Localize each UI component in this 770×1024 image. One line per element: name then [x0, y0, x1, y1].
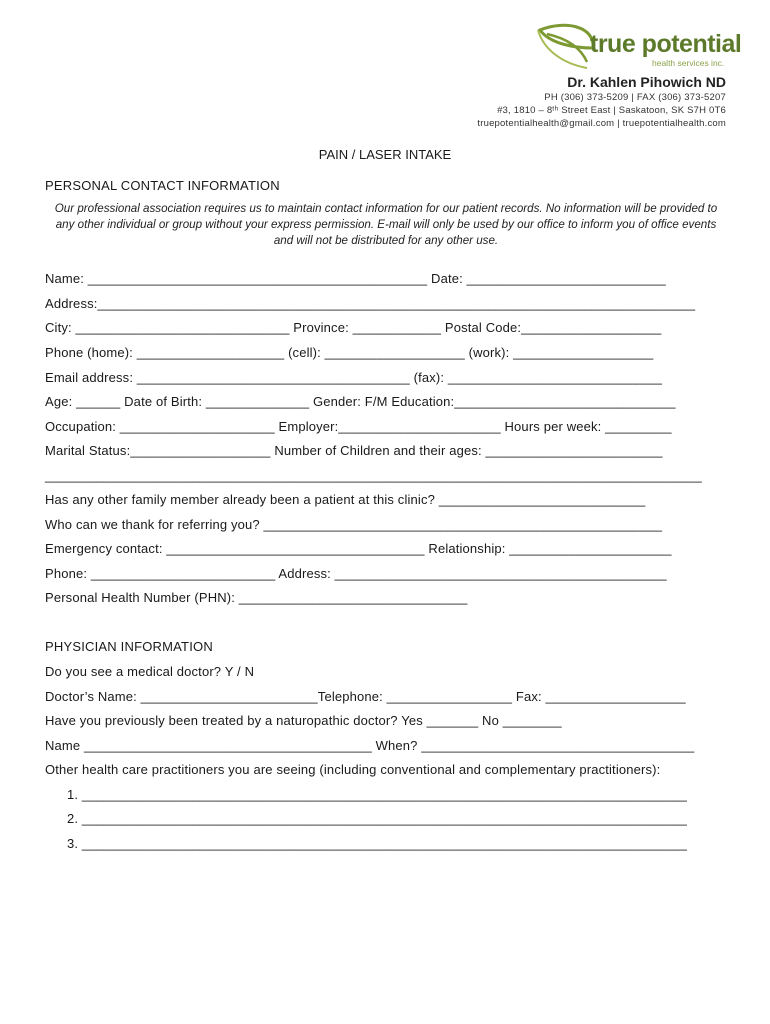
naturopath-history-field[interactable]: Have you previously been treated by a naturopathic doctor? Yes _______ No ________	[45, 713, 562, 728]
children-continued-field[interactable]: _________________________________________________________________________________________	[45, 468, 702, 483]
other-practitioners-label: Other health care practitioners you are seeing (including conventional and complementary practitioners):	[45, 762, 661, 777]
practitioner-field-1[interactable]: 1. __________________________________________________________________________________	[67, 787, 688, 802]
doctor-name-phone-fax-field[interactable]: Doctor’s Name: ________________________Telephone: _________________ Fax: ___________________	[45, 689, 686, 704]
email-website: truepotentialhealth@gmail.com | truepotentialhealth.com	[477, 118, 726, 129]
occupation-employer-hours-field[interactable]: Occupation: _____________________ Employer:______________________ Hours per week: _________	[45, 419, 672, 434]
city-province-postal-field[interactable]: City: _____________________________ Province: ____________ Postal Code:___________________	[45, 320, 662, 335]
form-title: PAIN / LASER INTAKE	[318, 147, 452, 162]
logo-name: true potential	[590, 30, 742, 58]
practitioner-field-3[interactable]: 3. __________________________________________________________________________________	[67, 836, 688, 851]
privacy-notice: Our professional association requires us to maintain contact information for our patient records. No information will be provided to any other individual or group without your express permission. E-mail will only be used by our office to inform you of office events and will not be distributed for any other use.	[54, 202, 718, 247]
age-dob-gender-education-field[interactable]: Age: ______ Date of Birth: ______________ Gender: F/M Education:______________________________	[45, 394, 676, 409]
referral-field[interactable]: Who can we thank for referring you? ______________________________________________________	[45, 517, 663, 532]
emergency-contact-field[interactable]: Emergency contact: ___________________________________ Relationship: ______________________	[45, 541, 672, 556]
clinic-address: #3, 1810 – 8ᵗʰ Street East | Saskatoon, SK S7H 0T6	[497, 105, 726, 116]
naturopath-name-when-field[interactable]: Name _______________________________________ When? _____________________________________	[45, 738, 695, 753]
phone-numbers-field[interactable]: Phone (home): ____________________ (cell): ___________________ (work): ___________________	[45, 345, 654, 360]
phn-field[interactable]: Personal Health Number (PHN): _______________________________	[45, 590, 468, 605]
logo-subtitle: health services inc.	[652, 58, 725, 68]
marital-children-field[interactable]: Marital Status:___________________ Number of Children and their ages: ________________________	[45, 443, 663, 458]
physician-section-heading: PHYSICIAN INFORMATION	[45, 639, 213, 654]
medical-doctor-question[interactable]: Do you see a medical doctor? Y / N	[45, 664, 255, 679]
emergency-phone-address-field[interactable]: Phone: _________________________ Address: _____________________________________________	[45, 566, 667, 581]
name-date-field[interactable]: Name: ______________________________________________ Date: ___________________________	[45, 271, 666, 286]
email-fax-field[interactable]: Email address: _____________________________________ (fax): _____________________________	[45, 370, 662, 385]
practitioner-field-2[interactable]: 2. __________________________________________________________________________________	[67, 811, 688, 826]
address-field[interactable]: Address:_________________________________________________________________________________	[45, 296, 696, 311]
family-patient-field[interactable]: Has any other family member already been a patient at this clinic? ____________________________	[45, 492, 646, 507]
personal-section-heading: PERSONAL CONTACT INFORMATION	[45, 178, 280, 193]
phone-fax: PH (306) 373-5209 | FAX (306) 373-5207	[544, 92, 726, 103]
doctor-name: Dr. Kahlen Pihowich ND	[567, 74, 726, 90]
